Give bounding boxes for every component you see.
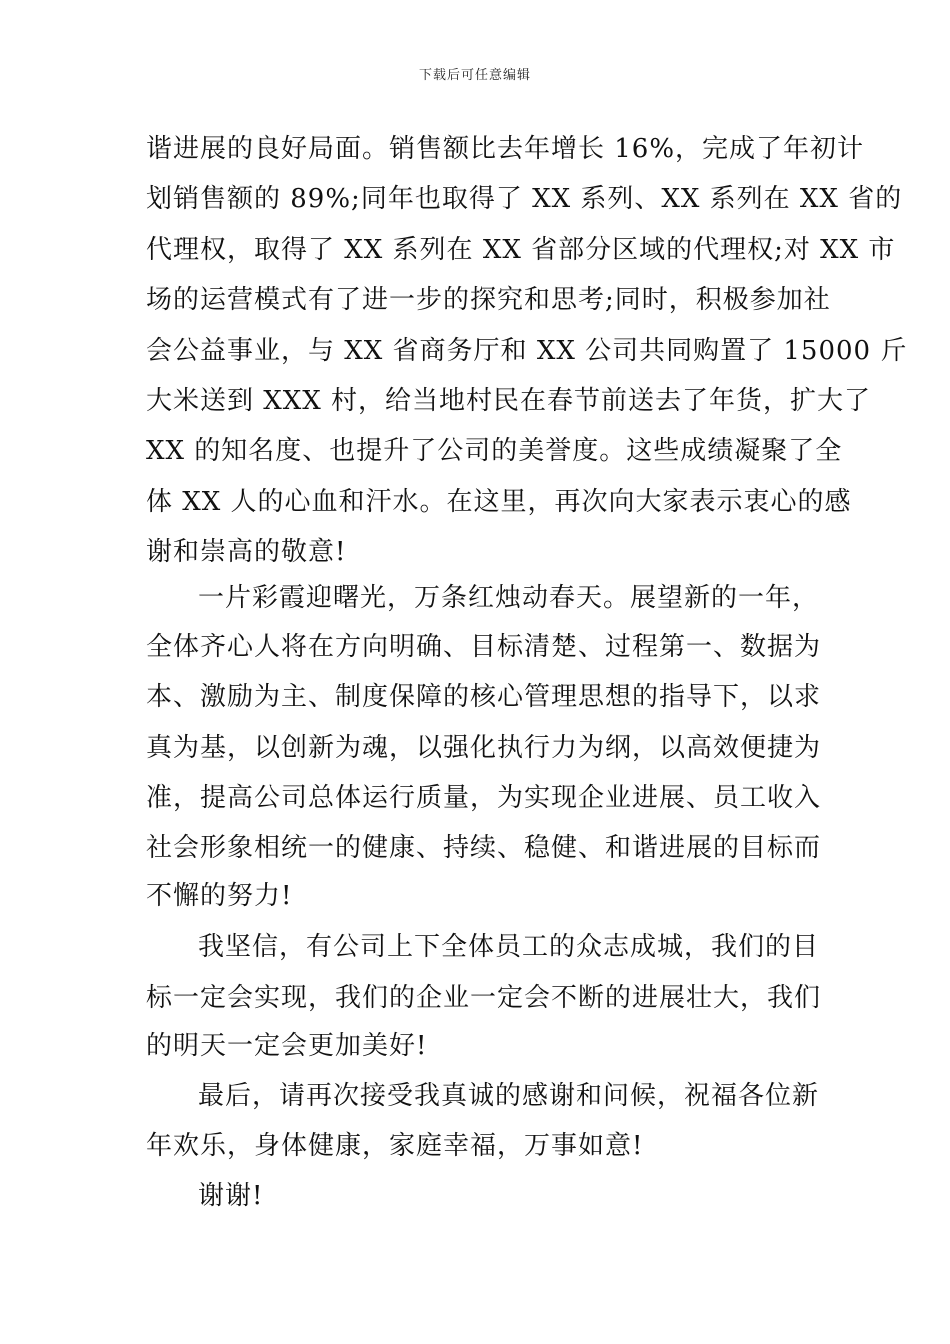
text-line-2: 划销售额的 89%;同年也取得了 XX 系列、XX 系列在 XX 省的 (146, 184, 903, 214)
text-line-17: 我坚信，有公司上下全体员工的众志成城，我们的目 (198, 932, 820, 962)
text-line-6: 大米送到 XXX 村，给当地村民在春节前送去了年货，扩大了 (146, 386, 872, 416)
text-line-11: 全体齐心人将在方向明确、目标清楚、过程第一、数据为 (146, 632, 822, 662)
text-line-3: 代理权，取得了 XX 系列在 XX 省部分区域的代理权;对 XX 市 (146, 235, 896, 265)
text-line-1: 谐进展的良好局面。销售额比去年增长 16%，完成了年初计 (146, 134, 865, 164)
text-line-13: 真为基，以创新为魂，以强化执行力为纲，以高效便捷为 (146, 733, 822, 763)
text-line-9: 谢和崇高的敬意! (146, 537, 347, 567)
text-line-4: 场的运营模式有了进一步的探究和思考;同时，积极参加社 (146, 285, 831, 315)
text-line-22: 谢谢! (198, 1181, 264, 1211)
text-line-19: 的明天一定会更加美好! (146, 1031, 428, 1061)
text-line-15: 社会形象相统一的健康、持续、稳健、和谐进展的目标而 (146, 833, 822, 863)
text-line-18: 标一定会实现，我们的企业一定会不断的进展壮大，我们 (146, 983, 822, 1013)
text-line-20: 最后，请再次接受我真诚的感谢和问候，祝福各位新 (198, 1081, 820, 1111)
text-line-10: 一片彩霞迎曙光，万条红烛动春天。展望新的一年， (198, 583, 820, 613)
text-line-7: XX 的知名度、也提升了公司的美誉度。这些成绩凝聚了全 (146, 436, 843, 466)
text-line-5: 会公益事业，与 XX 省商务厅和 XX 公司共同购置了 15000 斤 (146, 336, 908, 366)
text-line-8: 体 XX 人的心血和汗水。在这里，再次向大家表示衷心的感 (146, 487, 852, 517)
text-line-14: 准，提高公司总体运行质量，为实现企业进展、员工收入 (146, 783, 822, 813)
page-header-note: 下载后可任意编辑 (418, 68, 531, 83)
text-line-16: 不懈的努力! (146, 881, 293, 911)
text-line-12: 本、激励为主、制度保障的核心管理思想的指导下，以求 (146, 682, 822, 712)
text-line-21: 年欢乐，身体健康，家庭幸福，万事如意! (146, 1131, 644, 1161)
